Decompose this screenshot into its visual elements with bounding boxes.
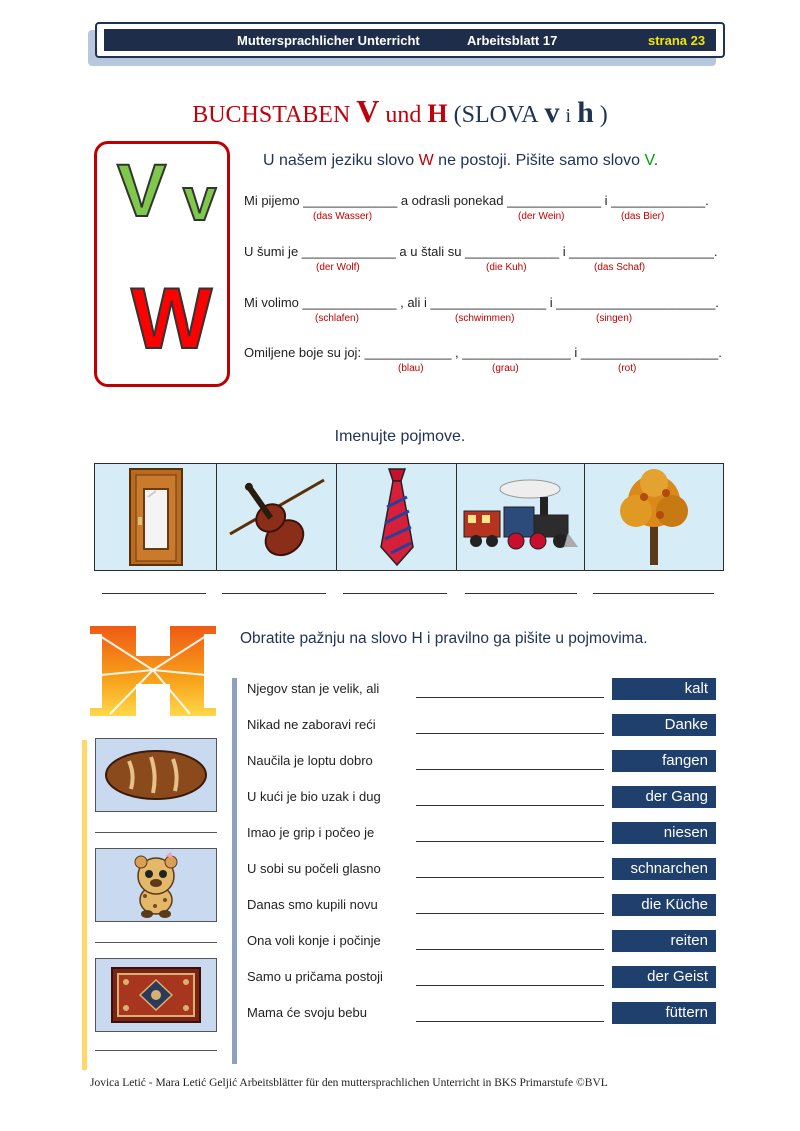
hint: (das Schaf) [594, 262, 646, 273]
instruction-h: Obratite pažnju na slovo H i pravilno ga pišite u pojmovima. [240, 630, 648, 647]
hint: (das Wasser) [313, 211, 373, 222]
hint: (der Wein) [518, 211, 565, 222]
footer-credits: Jovica Letić - Mara Letić Geljić Arbeitsblätter für den muttersprachlichen Unterricht in BKS Primarstufe ©BVL [90, 1077, 608, 1089]
title-close: ) [599, 102, 608, 128]
picture-cell-violin [216, 463, 336, 571]
answer-line[interactable] [343, 593, 447, 594]
door-icon [126, 467, 186, 567]
h-word-badge: die Küche [612, 894, 716, 916]
carpet-icon [110, 966, 202, 1024]
h-sentence: Mama će svoju bebu [247, 1005, 367, 1020]
h-sentence: Nikad ne zaboravi reći [247, 717, 376, 732]
answer-line[interactable] [416, 805, 604, 806]
instruction-v: U našem jeziku slovo W ne postoji. Pišite samo slovo V. [263, 152, 659, 169]
h-sentence: Ona voli konje i počinje [247, 933, 381, 948]
h-word-badge: der Gang [612, 786, 716, 808]
picture-cell-tree [584, 463, 724, 571]
header-page-number: strana 23 [648, 33, 706, 48]
answer-line[interactable] [416, 1021, 604, 1022]
hyena-icon [121, 850, 191, 920]
title-part2: (SLOVA [453, 102, 539, 128]
answer-line[interactable] [416, 949, 604, 950]
hint: (grau) [492, 363, 519, 374]
bread-icon [103, 747, 209, 803]
answer-line[interactable] [416, 733, 604, 734]
title-i: i [565, 105, 572, 127]
h-sentence: Danas smo kupili novu [247, 897, 378, 912]
hint: (schlafen) [315, 313, 359, 324]
h-word-badge: kalt [612, 678, 716, 700]
h-word-badge: füttern [612, 1002, 716, 1024]
hint: (blau) [398, 363, 424, 374]
h-word-badge: fangen [612, 750, 716, 772]
picture-cell-train [456, 463, 584, 571]
instruction-v-letter: V [644, 152, 654, 169]
instruction-w: W [418, 152, 434, 169]
title-und: und [385, 102, 422, 128]
answer-line[interactable] [416, 769, 604, 770]
header-worksheet: Arbeitsblatt 17 [467, 33, 558, 48]
h-sentence: U kući je bio uzak i dug [247, 789, 381, 804]
v-sentence-2[interactable]: U šumi je _____________ a u štali su _____________ i ____________________. [244, 244, 718, 259]
answer-line[interactable] [465, 593, 577, 594]
picture-strip [94, 463, 724, 571]
picture-cell-door [94, 463, 216, 571]
tie-icon [377, 467, 417, 567]
h-sentence: Njegov stan je velik, ali [247, 681, 380, 696]
v-sentence-4[interactable]: Omiljene boje su joj: ____________ , _______________ i ___________________. [244, 345, 722, 360]
header-bar [104, 29, 716, 51]
v-sentence-3[interactable]: Mi volimo _____________ , ali i ________________ i ______________________. [244, 295, 719, 310]
answer-line[interactable] [95, 832, 217, 833]
answer-line[interactable] [416, 913, 604, 914]
hint: (das Bier) [621, 211, 665, 222]
hint: (die Kuh) [486, 262, 527, 273]
h-sentence: Imao je grip i počeo je [247, 825, 375, 840]
letter-h-logo [90, 626, 216, 716]
h-word-badge: der Geist [612, 966, 716, 988]
decor-bar-blue [232, 678, 237, 1064]
answer-line[interactable] [416, 985, 604, 986]
answer-line[interactable] [222, 593, 326, 594]
decor-bar-yellow [82, 740, 87, 1070]
h-word-badge: niesen [612, 822, 716, 844]
big-letter-w: W [131, 271, 213, 367]
hint: (singen) [596, 313, 633, 324]
section-title-name-items: Imenujte pojmove. [334, 428, 466, 445]
hint: (schwimmen) [455, 313, 515, 324]
answer-line[interactable] [95, 1050, 217, 1051]
tree-icon [614, 467, 694, 567]
answer-line[interactable] [593, 593, 714, 594]
v-sentence-1[interactable]: Mi pijemo _____________ a odrasli ponekad _____________ i _____________. [244, 193, 709, 208]
hint: (rot) [618, 363, 637, 374]
answer-line[interactable] [416, 841, 604, 842]
violin-icon [222, 472, 332, 562]
title-small-v: v [544, 96, 560, 129]
title-letter-h: H [427, 99, 448, 128]
h-sentence: U sobi su počeli glasno [247, 861, 381, 876]
h-word-badge: Danke [612, 714, 716, 736]
title-letter-v: V [356, 93, 380, 129]
letter-box-v-w [94, 141, 230, 387]
hint: (der Wolf) [316, 262, 360, 273]
header-subject: Muttersprachlicher Unterricht [237, 33, 420, 48]
h-word-badge: reiten [612, 930, 716, 952]
side-picture-hyena [95, 848, 217, 922]
picture-cell-tie [336, 463, 456, 571]
answer-line[interactable] [95, 942, 217, 943]
h-sentence: Naučila je loptu dobro [247, 753, 373, 768]
h-sentence: Samo u pričama postoji [247, 969, 383, 984]
train-icon [460, 477, 582, 557]
answer-line[interactable] [102, 593, 206, 594]
side-picture-bread [95, 738, 217, 812]
side-picture-carpet [95, 958, 217, 1032]
title-small-h: h [577, 96, 594, 129]
page-title [0, 93, 800, 130]
title-part1: BUCHSTABEN [192, 102, 351, 128]
small-letter-v: v [183, 166, 217, 233]
answer-line[interactable] [416, 877, 604, 878]
h-word-badge: schnarchen [612, 858, 716, 880]
big-letter-v: V [117, 149, 167, 232]
answer-line[interactable] [416, 697, 604, 698]
